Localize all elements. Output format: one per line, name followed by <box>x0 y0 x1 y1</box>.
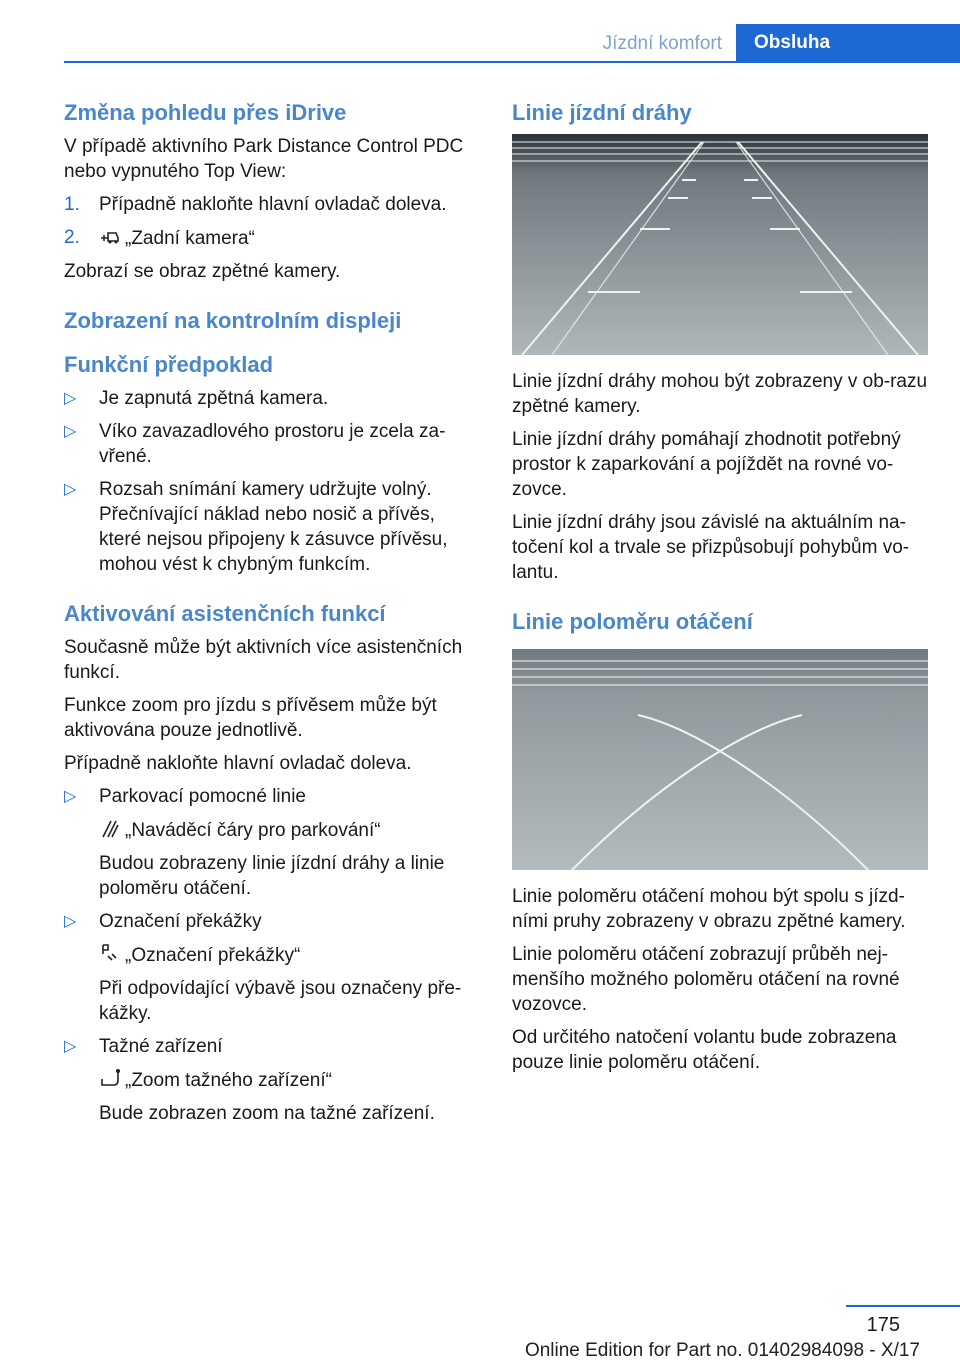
steps-list <box>64 192 482 251</box>
heading-lanes: Linie jízdní dráhy <box>512 100 692 125</box>
page-number: 175 <box>866 1314 900 1336</box>
step-2: 2. „Zadní kamera“ <box>64 227 255 249</box>
heading-display: Zobrazení na kontrolním displeji <box>64 308 402 333</box>
step-1: 1. Případně nakloňte hlavní ovladač doleva. <box>64 194 447 215</box>
obstacle-marking-icon <box>99 942 121 964</box>
left-column <box>64 98 482 1134</box>
para-after-steps: Zobrazí se obraz zpětné kamery. <box>64 261 341 282</box>
function-item: ▷ Označení překážky „Označení překážky“ Při odpovídající výbavě jsou označeny pře-kážky. <box>64 911 462 1024</box>
edition-text: Online Edition for Part no. 01402984098 - X/17 <box>524 1340 920 1361</box>
tow-hitch-icon <box>99 1067 121 1089</box>
function-item: ▷ Tažné zařízení „Zoom tažného zařízení“ Bude zobrazen zoom na tažné zařízení. <box>64 1036 435 1124</box>
function-item: ▷ Parkovací pomocné linie „Naváděcí čáry pro parkování“ Budou zobrazeny linie jízdní dráhy a linie poloměru otáčení. <box>64 786 445 899</box>
lane-lines-image <box>512 134 928 355</box>
functions-list <box>64 784 482 1126</box>
para-radius-3: Od určitého natočení volantu bude zobrazena pouze linie poloměru otáčení. <box>512 1027 897 1073</box>
para-radius-1: Linie poloměru otáčení mohou být spolu s jízd-ními pruhy zobrazeny v obrazu zpětné kamery. <box>512 886 906 932</box>
bullet-triangle-icon: ▷ <box>64 423 77 440</box>
footer-rule <box>846 1305 960 1307</box>
heading-assist: Aktivování asistenčních funkcí <box>64 601 386 626</box>
heading-prereq: Funkční předpoklad <box>64 352 274 377</box>
prereq-item: ▷ Rozsah snímání kamery udržujte volný. Přečnívající náklad nebo nosič a přívěs, které nejsou připojeny k zásuvce přívěsu, mohou vést k chybným funkcím. <box>64 479 448 575</box>
bullet-triangle-icon: ▷ <box>64 788 77 805</box>
prereq-item: ▷ Víko zavazadlového prostoru je zcela za-vřené. <box>64 421 446 467</box>
para-assist-2: Funkce zoom pro jízdu s přívěsem může být aktivována pouze jednotlivě. <box>64 695 437 741</box>
right-column <box>512 98 930 1083</box>
turning-radius-image <box>512 649 928 870</box>
bullet-triangle-icon: ▷ <box>64 390 77 407</box>
para-radius-2: Linie poloměru otáčení zobrazují průběh nej-menšího možného poloměru otáčení na rovné vozovce. <box>512 944 900 1015</box>
para-assist-3: Případně nakloňte hlavní ovladač doleva. <box>64 753 412 774</box>
header-chapter-tab: Obsluha <box>736 24 960 62</box>
heading-idrive: Změna pohledu přes iDrive <box>64 100 347 125</box>
bullet-triangle-icon: ▷ <box>64 913 77 930</box>
bullet-triangle-icon: ▷ <box>64 1038 77 1055</box>
para-lanes-3: Linie jízdní dráhy jsou závislé na aktuálním na-točení kol a trvale se přizpůsobují pohybům vo-lantu. <box>512 512 910 583</box>
para-assist-1: Současně může být aktivních více asistenčních funkcí. <box>64 637 463 683</box>
prereq-list <box>64 386 482 577</box>
header-section-tab: Jízdní komfort <box>602 33 722 54</box>
prereq-item: ▷ Je zapnutá zpětná kamera. <box>64 388 329 409</box>
para-idrive: V případě aktivního Park Distance Control PDC nebo vypnutého Top View: <box>64 136 464 182</box>
para-lanes-2: Linie jízdní dráhy pomáhají zhodnotit potřebný prostor k zaparkování a pojíždět na rovné vo-zovce. <box>512 429 901 500</box>
parking-lines-icon <box>99 817 121 839</box>
heading-radius: Linie poloměru otáčení <box>512 609 753 634</box>
rear-camera-icon <box>99 225 121 247</box>
para-lanes-1: Linie jízdní dráhy mohou být zobrazeny v ob-razu zpětné kamery. <box>512 371 928 417</box>
header-rule <box>64 61 960 63</box>
bullet-triangle-icon: ▷ <box>64 481 77 498</box>
